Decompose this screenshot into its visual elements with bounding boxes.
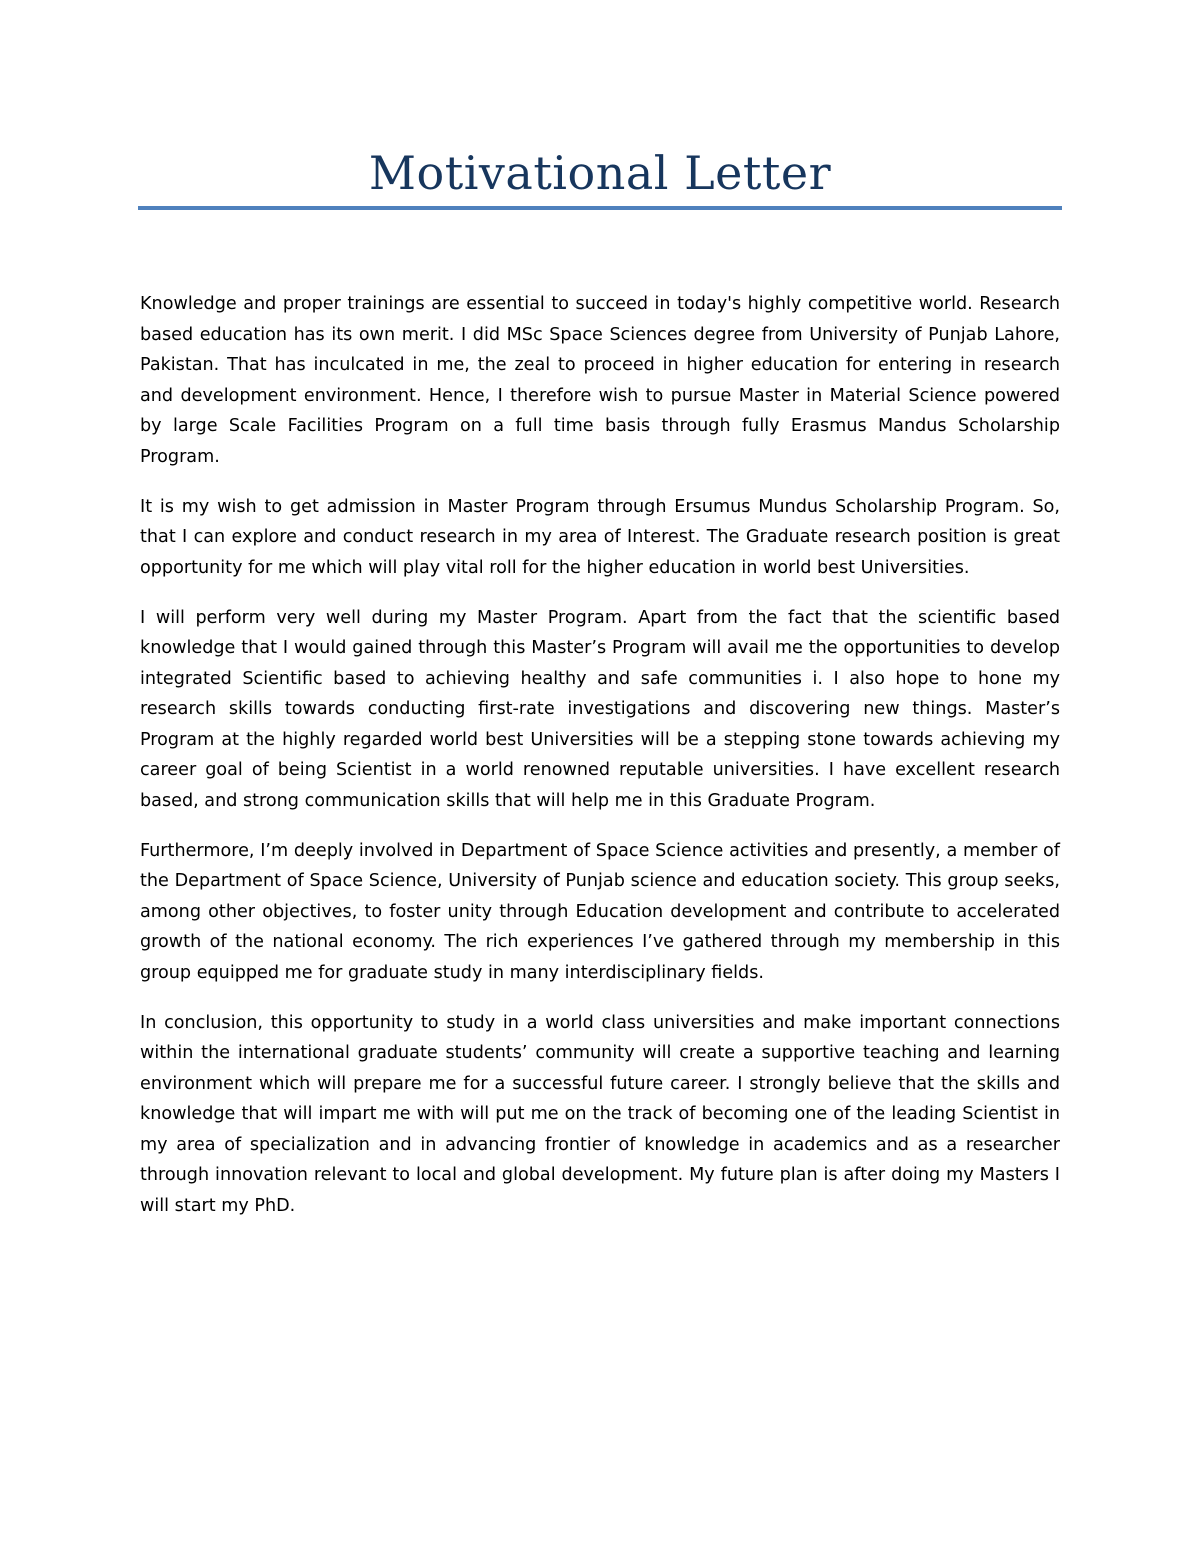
paragraph-5: In conclusion, this opportunity to study in a world class universities and make important connections within the international graduate students’ community will create a supportive teaching and learning environment which will prepare me for a successful future career. I strongly believe that the skills and knowledge that will impart me with will put me on the track of becoming one of the leading Scientist in my area of specialization and in advancing frontier of knowledge in academics and as a researcher through innovation relevant to local and global development. My future plan is after doing my Masters I will start my PhD. [140,1012,1060,1216]
paragraph-4: Furthermore, I’m deeply involved in Department of Space Science activities and presently, a member of the Department of Space Science, University of Punjab science and education society. This group seeks, among other objectives, to foster unity through Education development and contribute to accelerated growth of the national economy. The rich experiences I’ve gathered through my membership in this group equipped me for graduate study in many interdisciplinary fields. [140,840,1060,983]
paragraph-1: Knowledge and proper trainings are essential to succeed in today's highly competitive world. Research based education has its own merit. I did MSc Space Sciences degree from University of Punjab Lahore, Pakistan. That has inculcated in me, the zeal to proceed in higher education for entering in research and development environment. Hence, I therefore wish to pursue Master in Material Science powered by large Scale Facilities Program on a full time basis through fully Erasmus Mandus Scholarship Program. [140,294,1060,467]
title-underline [138,206,1062,210]
paragraph-2: It is my wish to get admission in Master Program through Ersumus Mundus Scholarship Program. So, that I can explore and conduct research in my area of Interest. The Graduate research position is great opportunity for me which will play vital roll for the higher education in world best Universities. [140,496,1060,578]
page-title: Motivational Letter [368,146,832,200]
letter-body [140,289,1060,1241]
paragraph-3: I will perform very well during my Master Program. Apart from the fact that the scientific based knowledge that I would gained through this Master’s Program will avail me the opportunities to develop integrated Scientific based to achieving healthy and safe communities i. I also hope to hone my research skills towards conducting first-rate investigations and discovering new things. Master’s Program at the highly regarded world best Universities will be a stepping stone towards achieving my career goal of being Scientist in a world renowned reputable universities. I have excellent research based, and strong communication skills that will help me in this Graduate Program. [140,607,1060,811]
